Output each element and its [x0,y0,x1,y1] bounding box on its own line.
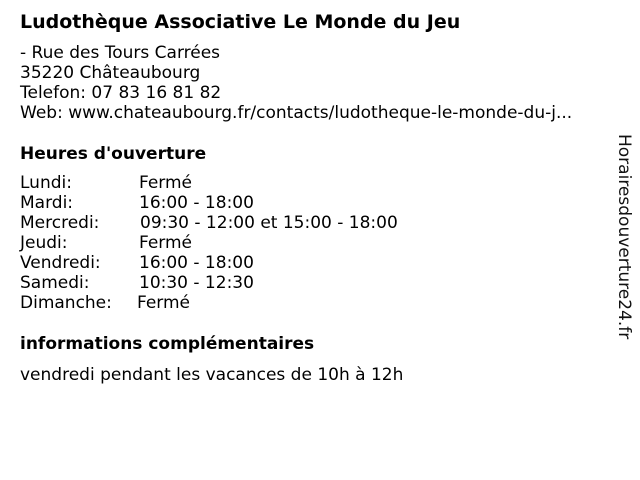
hours-row-saturday [20,273,398,293]
day-label: Mercredi: [20,213,100,233]
hours-value: 16:00 - 18:00 [139,253,254,273]
day-label: Jeudi: [20,233,68,253]
street-address: - Rue des Tours Carrées [20,43,221,63]
city-address: 35220 Châteaubourg [20,63,201,83]
website-link: Web: www.chateaubourg.fr/contacts/ludotheque-le-monde-du-j... [20,103,573,123]
day-label: Mardi: [20,193,74,213]
hours-row-friday [20,253,398,273]
additional-info-text: vendredi pendant les vacances de 10h à 12h [20,365,404,385]
day-label: Lundi: [20,173,72,193]
info-heading: informations complémentaires [20,334,315,354]
hours-row-sunday [20,293,398,313]
opening-hours-table [20,173,398,313]
hours-value: Fermé [137,293,191,313]
brand-watermark [609,134,639,344]
day-label: Vendredi: [20,253,101,273]
hours-value: 10:30 - 12:30 [139,273,254,293]
place-title: Ludothèque Associative Le Monde du Jeu [20,11,461,33]
hours-heading: Heures d'ouverture [20,144,207,164]
day-label: Samedi: [20,273,90,293]
brand-text: Horairesdouverture24.fr [614,134,634,340]
day-label: Dimanche: [20,293,112,313]
hours-row-monday [20,173,398,193]
phone-number: Telefon: 07 83 16 81 82 [20,83,222,103]
hours-value: 16:00 - 18:00 [139,193,254,213]
hours-value: Fermé [139,233,193,253]
hours-value: 09:30 - 12:00 et 15:00 - 18:00 [140,213,398,233]
hours-row-thursday [20,233,398,253]
hours-value: Fermé [139,173,193,193]
hours-row-wednesday [20,213,398,233]
address-block [20,43,572,123]
hours-row-tuesday [20,193,398,213]
